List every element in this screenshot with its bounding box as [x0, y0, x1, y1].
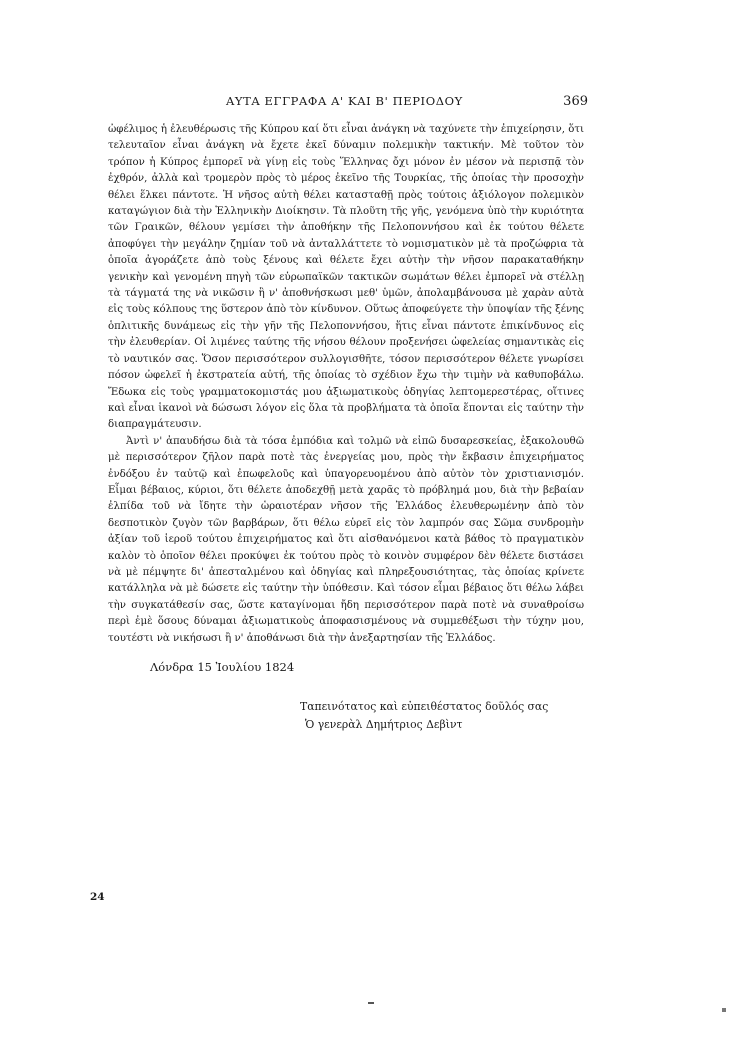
signature-block — [300, 698, 590, 734]
page-number: 369 — [563, 94, 588, 109]
signature-name: Ὁ γενερὰλ Δημήτριος Δεβὶντ — [305, 718, 463, 731]
scan-mark — [368, 1002, 374, 1004]
printer-signature-mark: 24 — [90, 891, 105, 903]
signature-closing: Ταπεινότατος καὶ εὐπειθέστατος δοῦλός σας — [300, 700, 549, 713]
dateline: Λόνδρα 15 Ἰουλίου 1824 — [150, 660, 295, 674]
paragraph-continuation: ὠφέλιμος ἡ ἐλευθέρωσις τῆς Κύπρου καί ὅτι εἶναι ἀνάγκη νὰ ταχύνετε τὴν ἐπιχείρησιν, ὅτι τελευταῖον εἶναι ἀνάγκη νὰ ἔχετε ἐκεῖ δύναμιν πολεμικὴν τακτικήν. Μὲ τοῦτον τὸν τρόπον ἡ Κύπρος ἐμπορεῖ νὰ γίνῃ εἰς τοὺς Ἕλληνας ὄχι μόνον ἐν μέσον νὰ περισπᾷ τὸν ἐχθρόν, ἀλλὰ καὶ τρομερὸν πρὸς τὸ μέρος ἐκεῖνο τῆς Τουρκίας, τῆς ὁποίας τὴν προσοχὴν θέλει ἕλκει πάντοτε. Ἡ νῆσος αὐτὴ θέλει κατασταθῇ πρὸς τούτοις ἀξιόλογον πολεμικὸν καταγώγιον διὰ τὴν Ἑλληνικὴν Διοίκησιν. Τὰ πλοῦτη τῆς γῆς, γενόμενα ὑπὸ τὴν κυριότητα τῶν Γραικῶν, θέλουν γεμίσει τὴν ἀποθήκην τῆς Πελοποννήσου καὶ ἐκ τούτου θέλετε ἀποφύγει τὴν μεγάλην ζημίαν τοῦ νὰ ἀνταλλάττετε τὸ νομισματικὸν μὲ τὰ προζώφρια τὰ ὁποῖα ἀγοράζετε ἀπὸ τοὺς ξένους καὶ θέλετε ἔχει αὐτὴν τὴν νῆσον παρακαταθήκην γενικὴν καὶ γενομένη πηγὴ τῶν εὐρωπαϊκῶν τακτικῶν σωμάτων θέλει ἐμπορεῖ νὰ στέλλῃ τὰ τάγματά της νὰ νικῶσιν ἢ ν' ἀποθνήσκωσι μεθ' ὑμῶν, ἀπολαμβάνουσα μὲ χαρὰν αὐτὰ εἰς τοὺς κόλπους της ὕστερον ἀπὸ τὸν κίνδυνον. Οὕτως ἀποφεύγετε τὴν ὑποψίαν τῆς ξένης ὁπλιτικῆς δυνάμεως εἰς τὴν γῆν τῆς Πελοποννήσου, ἥτις εἶναι πάντοτε ἐπικίνδυνος εἰς τὴν ἐλευθερίαν. Οἱ λιμένες ταύτης τῆς νήσου θέλουν προξενήσει ὠφελείας σημαντικὰς εἰς τὸ ναυτικόν σας. Ὅσον περισσότερον συλλογισθῆτε, τόσον περισσότερον θέλετε γνωρίσει πόσον ὠφελεῖ ἡ ἐκστρατεία αὐτή, τῆς ὁποίας τὸ σχέδιον ἔχω τὴν τιμὴν νὰ καθυποβάλω. Ἔδωκα εἰς τοὺς γραμματοκομιστάς μου ἀξιωματικοὺς ὁδηγίας λεπτομερεστέρας, οἵτινες καὶ εἶναι ἱκανοὶ νὰ δώσωσι λόγον εἰς ὅλα τὰ προβλήματα τὰ ὁποῖα ἕπονται εἰς ταύτην τὴν διαπραγμάτευσιν. — [108, 124, 584, 431]
body-text — [108, 122, 584, 647]
paragraph: Ἀντὶ ν' ἀπαυδήσω διὰ τὰ τόσα ἐμπόδια καὶ τολμῶ νὰ εἰπῶ δυσαρεσκείας, ἐξακολουθῶ μὲ περισσότερον ζῆλον παρὰ ποτὲ τὰς ἐνεργείας μου, πρὸς τὴν ἔκβασιν ἐπιχειρήματος ἐνδόξου ἐν ταὐτῷ καὶ ἐπωφελοῦς καὶ ὑπαγορευομένου ἀπὸ αὐτὸν τὸν χριστιανισμόν. Εἶμαι βέβαιος, κύριοι, ὅτι θέλετε ἀποδεχθῇ μετὰ χαρᾶς τὸ πρόβλημά μου, διὰ τὴν βεβαίαν ἐλπίδα τοῦ νὰ ἴδητε τὴν ὡραιοτέραν νῆσον τῆς Ἑλλάδος ἐλευθερωμένην ἀπὸ τὸν δεσποτικὸν ζυγὸν τῶν βαρβάρων, ὅτι θέλω εὑρεῖ εἰς τὸν λαμπρόν σας Σῶμα συνδρομὴν ἀξίαν τοῦ ἱεροῦ τούτου ἐπιχειρήματος καὶ ὅτι αἰσθανόμενοι κατὰ βάθος τὸ πραγματικὸν καλὸν τὸ ὁποῖον θέλει προκύψει ἐκ τούτου πρὸς τὸ κοινὸν συμφέρον δὲν θέλετε διστάσει νὰ μὲ πέμψητε δι' ἀπεσταλμένου καὶ ὁδηγίας καὶ πληρεξουσιότητας, τὰς ὁποίας κρίνετε κατάλληλα νὰ μὲ δώσετε εἰς ταύτην τὴν ὑπόθεσιν. Καὶ τόσον εἶμαι βέβαιος ὅτι θέλω λάβει τὴν συγκατάθεσίν σας, ὥστε καταγίνομαι ἤδη περισσότερον παρὰ ποτὲ νὰ συναθροίσω περὶ ἐμὲ ὅσους δύναμαι ἀξιωματικοὺς ἀποφασισμένους νὰ συμμεθέξωσι τὴν τύχην μου, τουτέστι νὰ νικήσωσι ἢ ν' ἀποθάνωσι διὰ τὴν ἀνεξαρτησίαν τῆς Ἑλλάδος. — [108, 435, 584, 644]
scan-edge-mark — [722, 1008, 726, 1012]
running-head — [108, 94, 588, 109]
running-title: ΑΥΤΑ ΕΓΓΡΑΦΑ Α' ΚΑΙ Β' ΠΕΡΙΟΔΟΥ — [226, 94, 463, 108]
